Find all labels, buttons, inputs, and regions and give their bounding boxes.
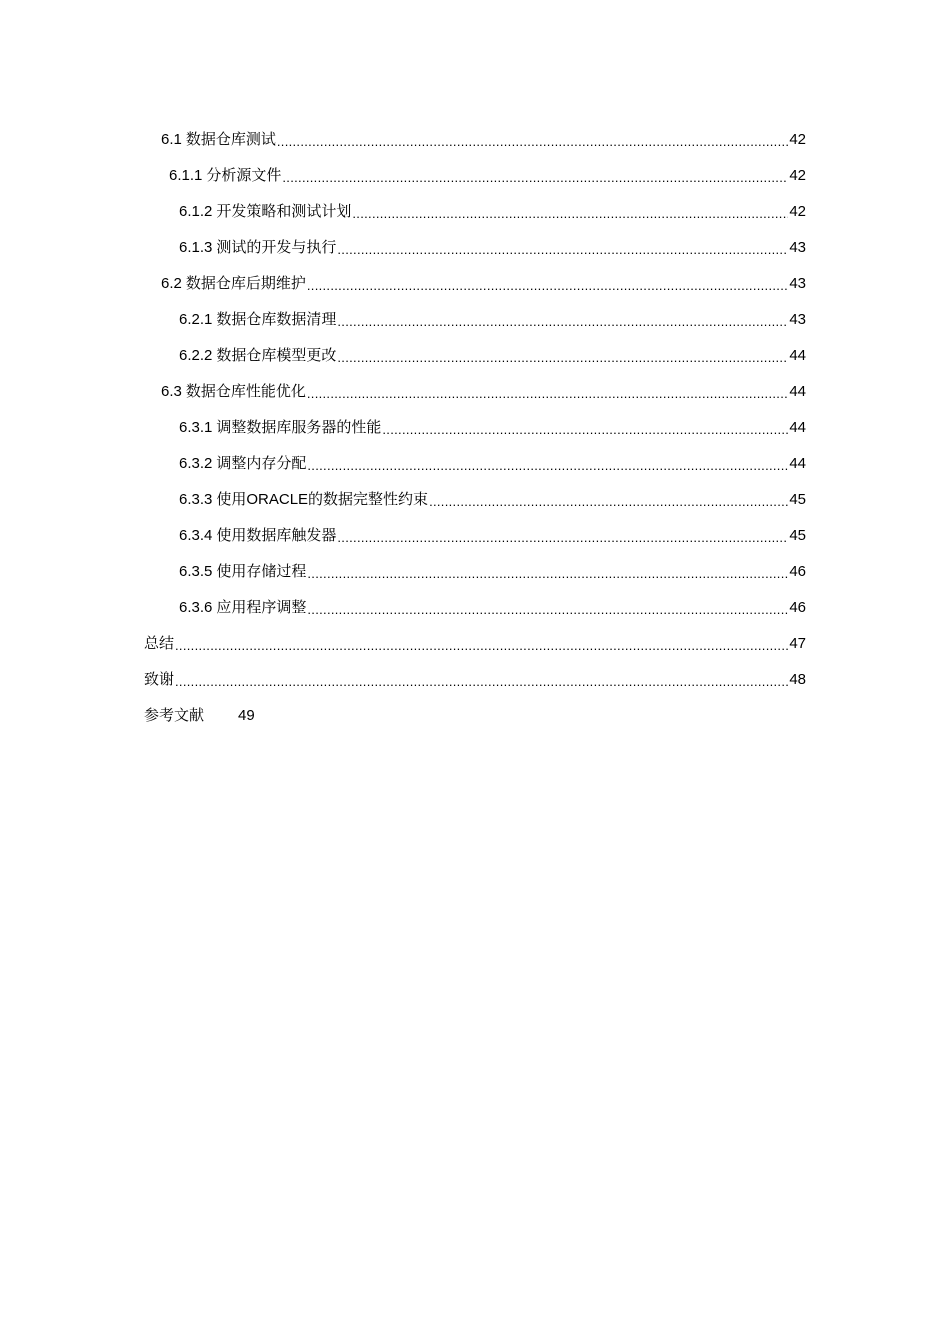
toc-entry-title: 使用ORACLE的数据完整性约束 [216,491,429,508]
toc-entry-6-3-5[interactable] [179,559,806,581]
toc-entry-page: 43 [789,275,806,292]
dot-leader [175,671,788,689]
toc-entry-number: 6.2 [161,275,182,292]
dot-leader [352,203,788,221]
toc-entry-summary[interactable] [144,631,806,653]
dot-leader [337,527,788,545]
toc-entry-6-2-2[interactable] [179,343,806,365]
toc-entry-page: 44 [789,347,806,364]
toc-entry-acknowledgements[interactable] [144,667,806,689]
toc-entry-6-1-1[interactable] [169,163,806,185]
toc-entry-page: 46 [789,563,806,580]
toc-entry-6-1-3[interactable] [179,235,806,257]
toc-entry-title: 参考文献 [144,707,205,724]
toc-entry-6-3-6[interactable] [179,595,806,617]
toc-entry-page: 49 [238,707,255,724]
toc-entry-title: 应用程序调整 [216,599,307,616]
dot-leader [307,383,788,401]
toc-entry-page: 44 [789,419,806,436]
dot-leader [337,347,788,365]
toc-entry-number: 6.1.3 [179,239,213,256]
toc-entry-number: 6.3.5 [179,563,213,580]
dot-leader [382,419,788,437]
dot-leader [307,455,788,473]
toc-entry-page: 44 [789,383,806,400]
toc-entry-page: 46 [789,599,806,616]
toc-entry-page: 42 [789,131,806,148]
dot-leader [307,599,788,617]
dot-leader [175,635,788,653]
toc-entry-page: 48 [789,671,806,688]
toc-entry-references[interactable] [144,703,255,725]
dot-leader [337,311,788,329]
toc-entry-page: 43 [789,239,806,256]
toc-entry-6-3-2[interactable] [179,451,806,473]
toc-entry-number: 6.3.3 [179,491,213,508]
toc-entry-page: 42 [789,203,806,220]
toc-entry-number: 6.2.2 [179,347,213,364]
toc-entry-number: 6.3.2 [179,455,213,472]
toc-entry-title: 调整数据库服务器的性能 [216,419,382,436]
toc-entry-title: 总结 [144,635,175,652]
toc-entry-6-3-1[interactable] [179,415,806,437]
toc-entry-title: 使用存储过程 [216,563,307,580]
toc-entry-title: 数据仓库测试 [185,131,276,148]
toc-entry-6-3[interactable] [161,379,806,401]
toc-entry-6-1[interactable] [161,127,806,149]
toc-entry-number: 6.3.4 [179,527,213,544]
toc-entry-page: 45 [789,527,806,544]
toc-entry-title: 使用数据库触发器 [216,527,337,544]
toc-entry-page: 42 [789,167,806,184]
toc-entry-title: 测试的开发与执行 [216,239,337,256]
toc-entry-title: 数据仓库模型更改 [216,347,337,364]
dot-leader [429,491,788,509]
toc-entry-page: 45 [789,491,806,508]
dot-leader [277,131,788,149]
toc-entry-number: 6.1.2 [179,203,213,220]
toc-entry-6-3-4[interactable] [179,523,806,545]
toc-entry-6-2[interactable] [161,271,806,293]
toc-entry-page: 44 [789,455,806,472]
toc-entry-number: 6.2.1 [179,311,213,328]
dot-leader [307,563,788,581]
toc-entry-number: 6.3 [161,383,182,400]
toc-entry-page: 47 [789,635,806,652]
toc-entry-title: 数据仓库后期维护 [185,275,306,292]
toc-entry-number: 6.1.1 [169,167,203,184]
toc-entry-6-2-1[interactable] [179,307,806,329]
toc-entry-number: 6.3.1 [179,419,213,436]
toc-entry-6-3-3[interactable] [179,487,806,509]
toc-entry-title: 分析源文件 [206,167,282,184]
toc-entry-page: 43 [789,311,806,328]
toc-entry-number: 6.1 [161,131,182,148]
toc-entry-title: 开发策略和测试计划 [216,203,352,220]
toc-entry-title: 调整内存分配 [216,455,307,472]
dot-leader [282,167,788,185]
toc-entry-title: 数据仓库性能优化 [185,383,306,400]
dot-leader [337,239,788,257]
toc-entry-6-1-2[interactable] [179,199,806,221]
dot-leader [307,275,788,293]
toc-entry-title: 数据仓库数据清理 [216,311,337,328]
toc-entry-title: 致谢 [144,671,175,688]
toc-entry-number: 6.3.6 [179,599,213,616]
